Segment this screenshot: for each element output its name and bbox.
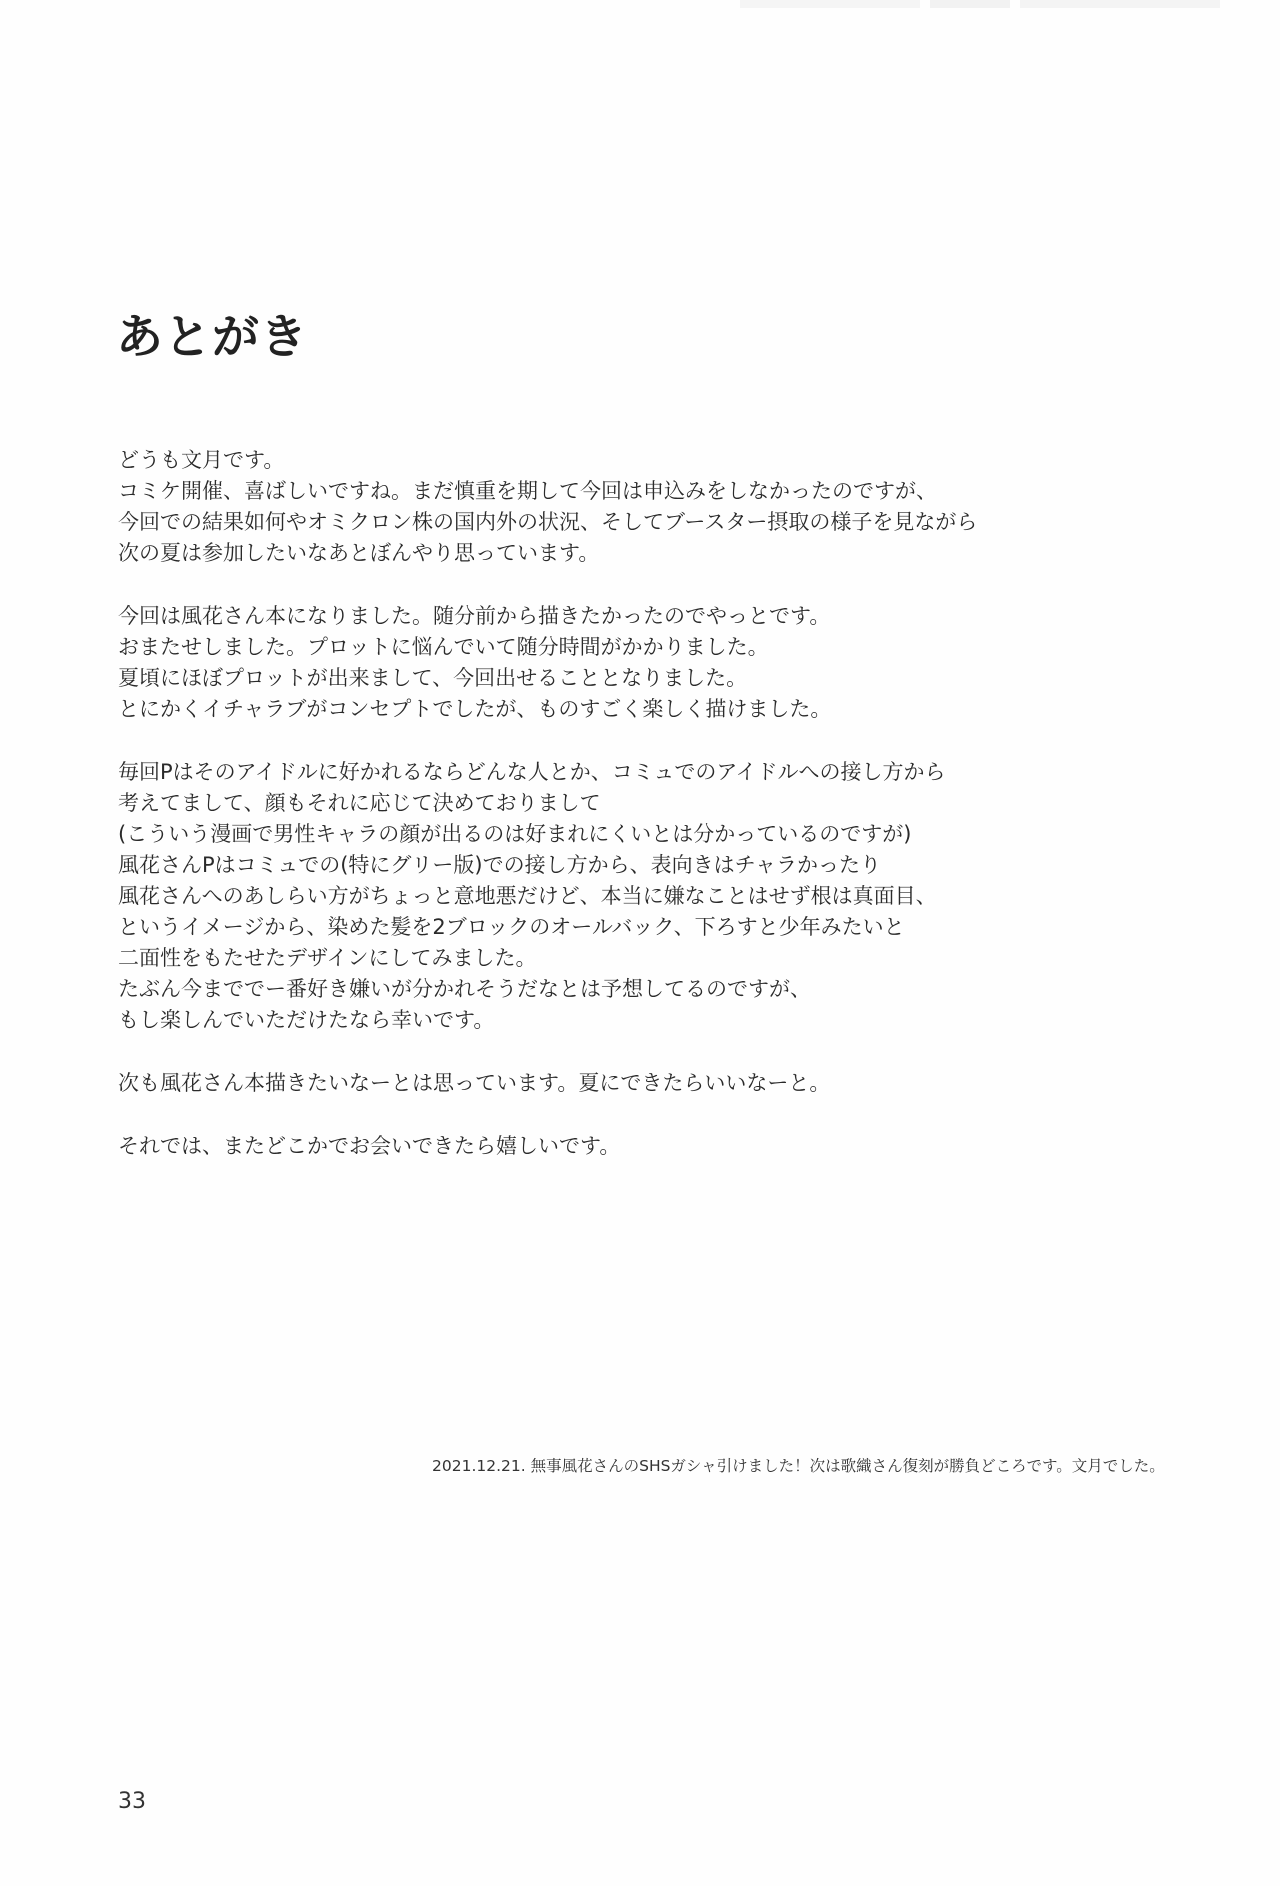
text-line: どうも文月です。 [118,448,285,472]
text-line: 次も風花さん本描きたいなーとは思っています。夏にできたらいいなーと。 [118,1071,831,1095]
text-line: 毎回Pはそのアイドルに好かれるならどんな人とか、コミュでのアイドルへの接し方から [118,760,946,784]
text-line: (こういう漫画で男性キャラの顔が出るのは好まれにくいとは分かっているのですが) [118,822,912,846]
text-line: 風花さんPはコミュでの(特にグリー版)での接し方から、表向きはチャラかったり [118,853,881,877]
text-line: というイメージから、染めた髪を2ブロックのオールバック、下ろすと少年みたいと [118,915,905,939]
text-line: 次の夏は参加したいなあとぼんやり思っています。 [118,541,600,565]
text-line: 風花さんへのあしらい方がちょっと意地悪だけど、本当に嫌なことはせず根は真面目、 [118,884,937,908]
paragraph [118,1068,1178,1099]
text-line: 今回での結果如何やオミクロン株の国内外の状況、そしてブースター摂取の様子を見ながら [118,510,978,534]
paragraph [118,757,1178,1036]
text-line: 夏頃にほぼプロットが出来まして、今回出せることとなりました。 [118,666,748,690]
text-line: おまたせしました。プロットに悩んでいて随分時間がかかりました。 [118,635,769,659]
afterword-body [118,445,1178,1194]
text-line: 考えてまして、顔もそれに応じて決めておりまして [118,791,601,815]
text-line: 今回は風花さん本になりました。随分前から描きたかったのでやっとです。 [118,604,831,628]
text-line: 二面性をもたせたデザインにしてみました。 [118,946,537,970]
paragraph [118,1131,1178,1162]
text-line: それでは、またどこかでお会いできたら嬉しいです。 [118,1134,621,1158]
text-line: とにかくイチャラブがコンセプトでしたが、ものすごく楽しく描けました。 [118,697,832,721]
footer-note: 2021.12.21. 無事風花さんのSHSガシャ引けました！次は歌織さん復刻が勝負どころです。文月でした。 [432,1457,1165,1475]
paragraph [118,601,1178,725]
page-title: あとがき [116,310,308,365]
page-number: 33 [118,1789,146,1814]
text-line: たぶん今まででー番好き嫌いが分かれそうだなとは予想してるのですが、 [118,977,811,1001]
scan-artifact [740,0,920,8]
text-line: コミケ開催、喜ばしいですね。まだ慎重を期して今回は申込みをしなかったのですが、 [118,479,937,503]
paragraph [118,445,1178,569]
scan-artifact [930,0,1010,8]
scan-artifact [1020,0,1220,8]
text-line: もし楽しんでいただけたなら幸いです。 [118,1008,495,1032]
